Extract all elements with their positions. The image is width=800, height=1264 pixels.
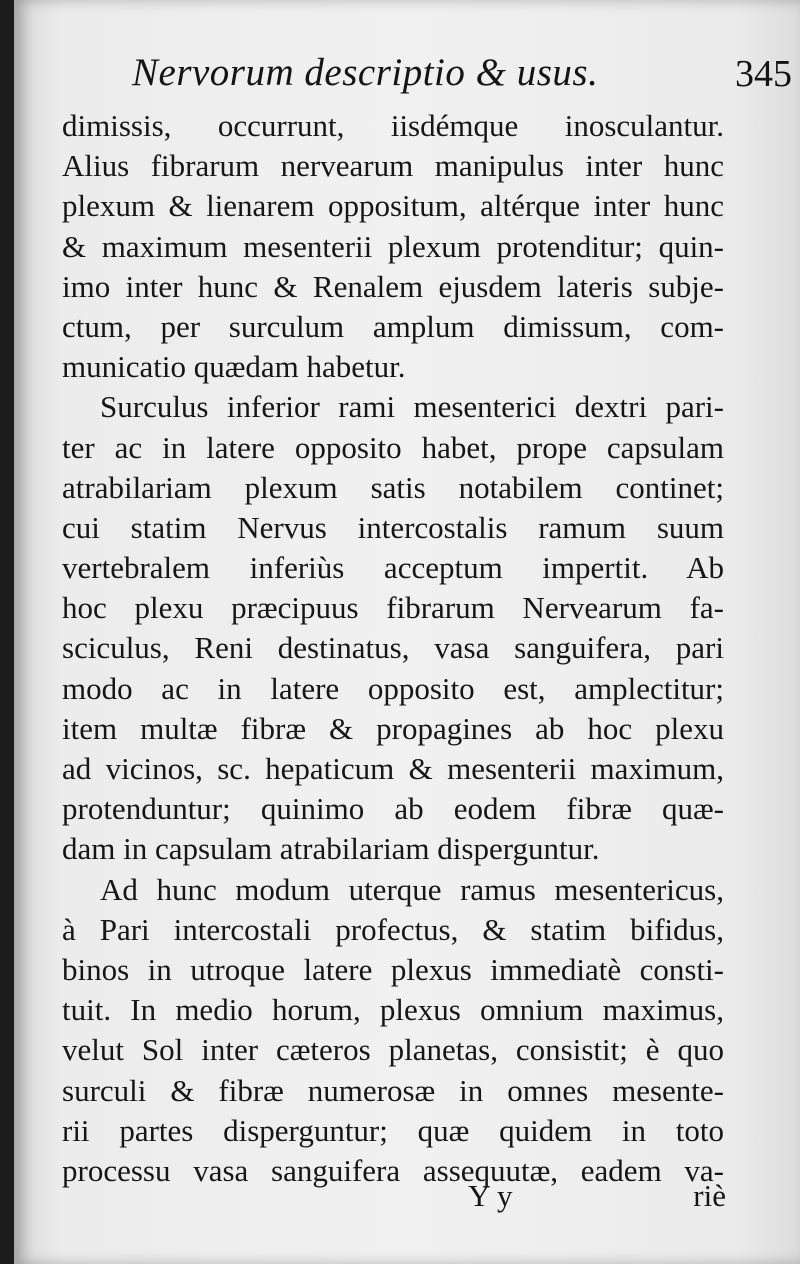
page-header: [132, 46, 792, 106]
body-text: [62, 106, 724, 1191]
text-line: à Pari intercostali profectus, & statim bifidus,: [62, 911, 724, 947]
text-line: tuit. In medio horum, plexus omnium maximus,: [62, 992, 724, 1028]
text-line: plexum & lienarem oppositum, altérque inter hunc: [62, 188, 724, 224]
text-line: & maximum mesenterii plexum protenditur; quin-: [62, 228, 724, 264]
text-line: vertebralem inferiùs acceptum impertit. Ab: [62, 550, 724, 586]
text-line: Ad hunc modum uterque ramus mesentericus,: [100, 871, 724, 907]
text-line: atrabilariam plexum satis notabilem continet;: [62, 469, 724, 505]
text-line: ctum, per surculum amplum dimissum, com-: [62, 308, 724, 344]
text-line: protenduntur; quinimo ab eodem fibræ quæ-: [62, 791, 724, 827]
running-title: Nervorum descriptio & usus.: [132, 51, 599, 94]
text-line: dimissis, occurrunt, iisdémque inosculantur.: [62, 108, 724, 143]
text-line: cui statim Nervus intercostalis ramum suum: [62, 509, 724, 545]
text-line: hoc plexu præcipuus fibrarum Nervearum fa-: [62, 590, 724, 626]
catchword: riè: [693, 1178, 726, 1213]
text-line: ter ac in latere opposito habet, prope capsulam: [62, 429, 724, 465]
text-line: Surculus inferior rami mesenterici dextri pari-: [100, 389, 724, 425]
text-line: surculi & fibræ numerosæ in omnes mesente-: [62, 1072, 724, 1108]
text-line: imo inter hunc & Renalem ejusdem lateris subje-: [62, 268, 724, 304]
text-line: sciculus, Reni destinatus, vasa sanguifera, pari: [62, 630, 724, 666]
text-line: ad vicinos, sc. hepaticum & mesenterii maximum,: [62, 751, 724, 786]
text-line: velut Sol inter cæteros planetas, consistit; è quo: [62, 1032, 724, 1068]
text-line: Alius fibrarum nervearum manipulus inter hunc: [62, 148, 724, 184]
text-line: dam in capsulam atrabilariam disperguntur.: [62, 831, 600, 867]
text-line: processu vasa sanguifera assequutæ, eadem va-: [62, 1152, 724, 1188]
text-line: item multæ fibræ & propagines ab hoc plexu: [62, 710, 724, 746]
page-footer: [76, 1178, 726, 1222]
text-line: rii partes disperguntur; quæ quidem in toto: [62, 1112, 724, 1148]
signature-mark: Y y: [468, 1178, 513, 1213]
text-line: municatio quædam habetur.: [62, 349, 406, 385]
book-page: [14, 0, 800, 1264]
text-line: binos in utroque latere plexus immediatè consti-: [62, 951, 724, 987]
page-number: 345: [735, 53, 792, 95]
text-line: modo ac in latere opposito est, amplectitur;: [62, 670, 724, 706]
